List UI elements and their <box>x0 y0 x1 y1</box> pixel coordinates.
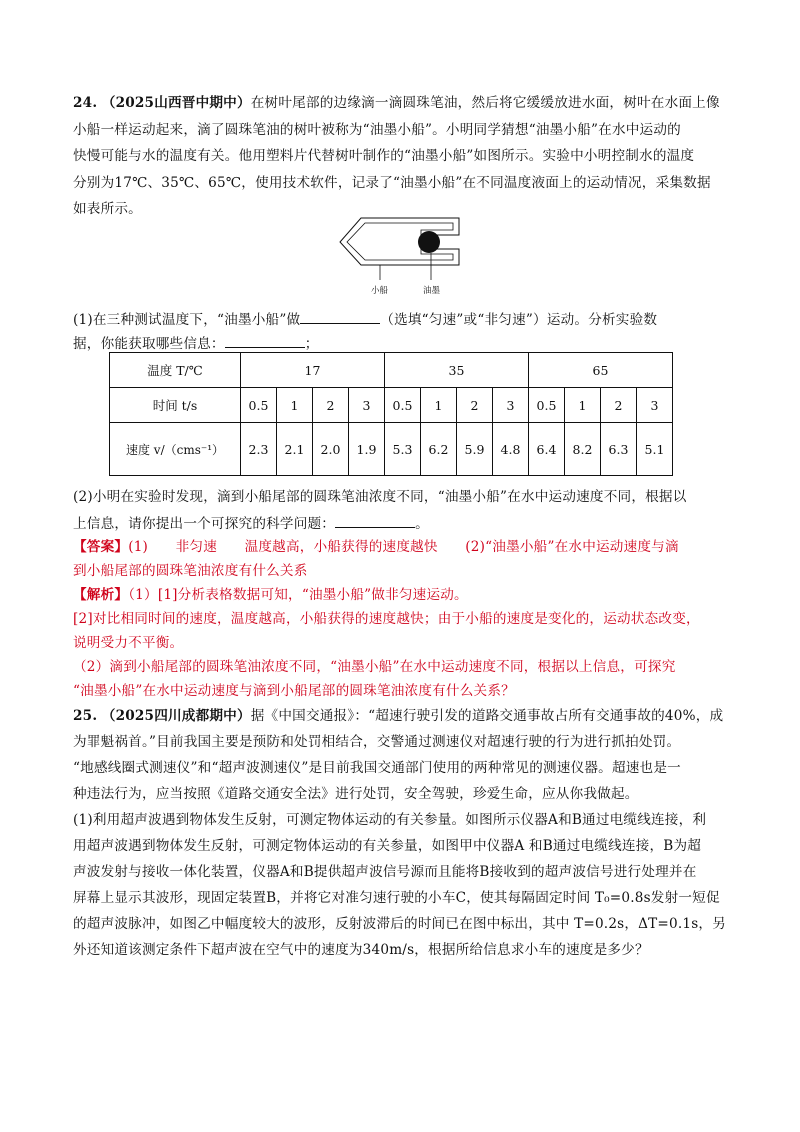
q25-line-3: “地感线圈式测速仪”和“超声波测速仪”是目前我国交通部门使用的两种常见的测速仪器。超速也是一 <box>73 760 681 776</box>
label-oil: 油墨 <box>423 286 441 296</box>
q25-source: （2025四川成都期中） <box>101 708 251 724</box>
part2-text-c: 。 <box>415 516 429 532</box>
q24-intro-3: 快慢可能与水的温度有关。他用塑料片代替树叶制作的“油墨小船”如图所示。实验中小明控制水的温度 <box>73 148 695 164</box>
answer-blank-2[interactable] <box>225 333 305 348</box>
speed-cell: 1.9 <box>349 423 385 476</box>
q25-line-8: 屏幕上显示其波形，现固定装置B，并将它对准匀速行驶的小车C，使其每隔固定时间 T₀=0.8s发射一短促 <box>73 890 720 906</box>
time-cell: 1 <box>277 388 313 423</box>
time-cell: 1 <box>565 388 601 423</box>
analysis-line-1 <box>73 586 468 604</box>
part1-text-a: (1)在三种测试温度下，“油墨小船”做 <box>73 312 301 328</box>
q25-line-5: (1)利用超声波遇到物体发生反射，可测定物体运动的有关参量。如图所示仪器A和B通过电缆线连接，利 <box>73 812 707 828</box>
part2-text-b: 上信息，请你提出一个可探究的科学问题： <box>73 516 336 532</box>
q24-source: （2025山西晋中期中） <box>101 95 251 111</box>
q25-line-7: 声波发射与接收一体化装置，仪器A和B提供超声波信号源而且能将B接收到的超声波信号进行处理并在 <box>73 864 697 880</box>
q25-line-2: 为罪魁祸首。”目前我国主要是预防和处罚相结合，交警通过测速仪对超速行驶的行为进行抓拍处罚。 <box>73 734 681 750</box>
time-cell: 3 <box>493 388 529 423</box>
q25-line-9: 的超声波脉冲，如图乙中幅度较大的波形，反射波滞后的时间已在图中标出，其中 T=0.2s，ΔT=0.1s，另 <box>73 916 726 932</box>
analysis-line-4: （2）滴到小船尾部的圆珠笔油浓度不同，“油墨小船”在水中运动速度不同，根据以上信息，可探究 <box>73 659 676 675</box>
analysis-line-2: [2]对比相同时间的速度，温度越高，小船获得的速度越快；由于小船的速度是变化的，运动状态改变， <box>73 611 700 627</box>
speed-cell: 6.4 <box>529 423 565 476</box>
time-cell: 0.5 <box>385 388 421 423</box>
speed-cell: 5.9 <box>457 423 493 476</box>
speed-header: 速度 v/（cms⁻¹） <box>110 423 241 476</box>
q24-part2-line-1: (2)小明在实验时发现，滴到小船尾部的圆珠笔油浓度不同，“油墨小船”在水中运动速度不同，根据以 <box>73 489 687 505</box>
time-cell: 0.5 <box>529 388 565 423</box>
speed-cell: 4.8 <box>493 423 529 476</box>
speed-cell: 2.0 <box>313 423 349 476</box>
q24-part1-line-1 <box>73 309 657 329</box>
q24-intro-1: 在树叶尾部的边缘滴一滴圆珠笔油，然后将它缓缓放进水面，树叶在水面上像 <box>250 95 720 111</box>
q25-text-1: 据《中国交通报》：“超速行驶引发的道路交通事故占所有交通事故的40%，成 <box>250 708 724 724</box>
time-header: 时间 t/s <box>110 388 241 423</box>
analysis-text-1: （1）[1]分析表格数据可知，“油墨小船”做非匀速运动。 <box>128 587 468 603</box>
speed-cell: 2.1 <box>277 423 313 476</box>
oil-drop-icon <box>418 231 440 253</box>
q25-line-6: 用超声波遇到物体发生反射，可测定物体运动的有关参量，如图甲中仪器A 和B通过电缆线连接，B为超 <box>73 838 702 854</box>
time-cell: 2 <box>601 388 637 423</box>
answer-text-1: (1) 非匀速 温度越高，小船获得的速度越快 (2)“油墨小船”在水中运动速度与滴 <box>128 539 679 555</box>
table-row-speed <box>110 423 673 476</box>
speed-cell: 8.2 <box>565 423 601 476</box>
q24-intro-4: 分别为17℃、35℃、65℃，使用技术软件，记录了“油墨小船”在不同温度液面上的运动情况，采集数据 <box>73 175 711 191</box>
speed-cell: 6.3 <box>601 423 637 476</box>
time-cell: 1 <box>421 388 457 423</box>
table-row-time <box>110 388 673 423</box>
speed-cell: 5.1 <box>637 423 673 476</box>
ink-boat-figure <box>335 212 465 300</box>
q24-part2-line-2 <box>73 513 429 533</box>
analysis-line-3: 说明受力不平衡。 <box>73 635 184 651</box>
analysis-label: 【解析】 <box>73 587 129 603</box>
q25-line-1 <box>73 707 723 725</box>
part1-text-b: （选填“匀速”或“非匀速”）运动。分析实验数 <box>380 312 658 328</box>
answer-label: 【答案】 <box>73 539 129 555</box>
answer-blank-3[interactable] <box>335 513 415 528</box>
part1-text-c: 据，你能获取哪些信息： <box>73 336 225 352</box>
time-cell: 3 <box>349 388 385 423</box>
q25-line-10: 外还知道该测定条件下超声波在空气中的速度为340m/s，根据所给信息求小车的速度是多少？ <box>73 942 649 958</box>
q24-line-1 <box>73 94 720 112</box>
q25-line-4: 种违法行为，应当按照《道路交通安全法》进行处罚，安全驾驶，珍爱生命，应从你我做起。 <box>73 786 639 802</box>
speed-cell: 5.3 <box>385 423 421 476</box>
answer-blank-1[interactable] <box>300 309 380 324</box>
part1-text-d: ； <box>304 336 319 352</box>
table-row-temperature <box>110 353 673 388</box>
time-cell: 2 <box>457 388 493 423</box>
temp-cell: 35 <box>385 353 529 388</box>
speed-cell: 6.2 <box>421 423 457 476</box>
q24-intro-2: 小船一样运动起来，滴了圆珠笔油的树叶被称为“油墨小船”。小明同学猜想“油墨小船”在水中运动的 <box>73 122 681 138</box>
answer-line-1 <box>73 538 679 556</box>
answer-line-2: 到小船尾部的圆珠笔油浓度有什么关系 <box>73 563 308 579</box>
data-table <box>109 352 673 476</box>
time-cell: 0.5 <box>241 388 277 423</box>
label-boat: 小船 <box>371 286 389 296</box>
q24-intro-5: 如表所示。 <box>73 201 142 217</box>
time-cell: 3 <box>637 388 673 423</box>
temp-header: 温度 T/℃ <box>110 353 241 388</box>
temp-cell: 17 <box>241 353 385 388</box>
time-cell: 2 <box>313 388 349 423</box>
speed-cell: 2.3 <box>241 423 277 476</box>
analysis-line-5: “油墨小船”在水中运动速度与滴到小船尾部的圆珠笔油浓度有什么关系？ <box>73 683 515 699</box>
q24-part1-line-2 <box>73 333 319 353</box>
temp-cell: 65 <box>529 353 673 388</box>
q24-number: 24. <box>73 95 98 111</box>
q25-number: 25. <box>73 708 98 724</box>
